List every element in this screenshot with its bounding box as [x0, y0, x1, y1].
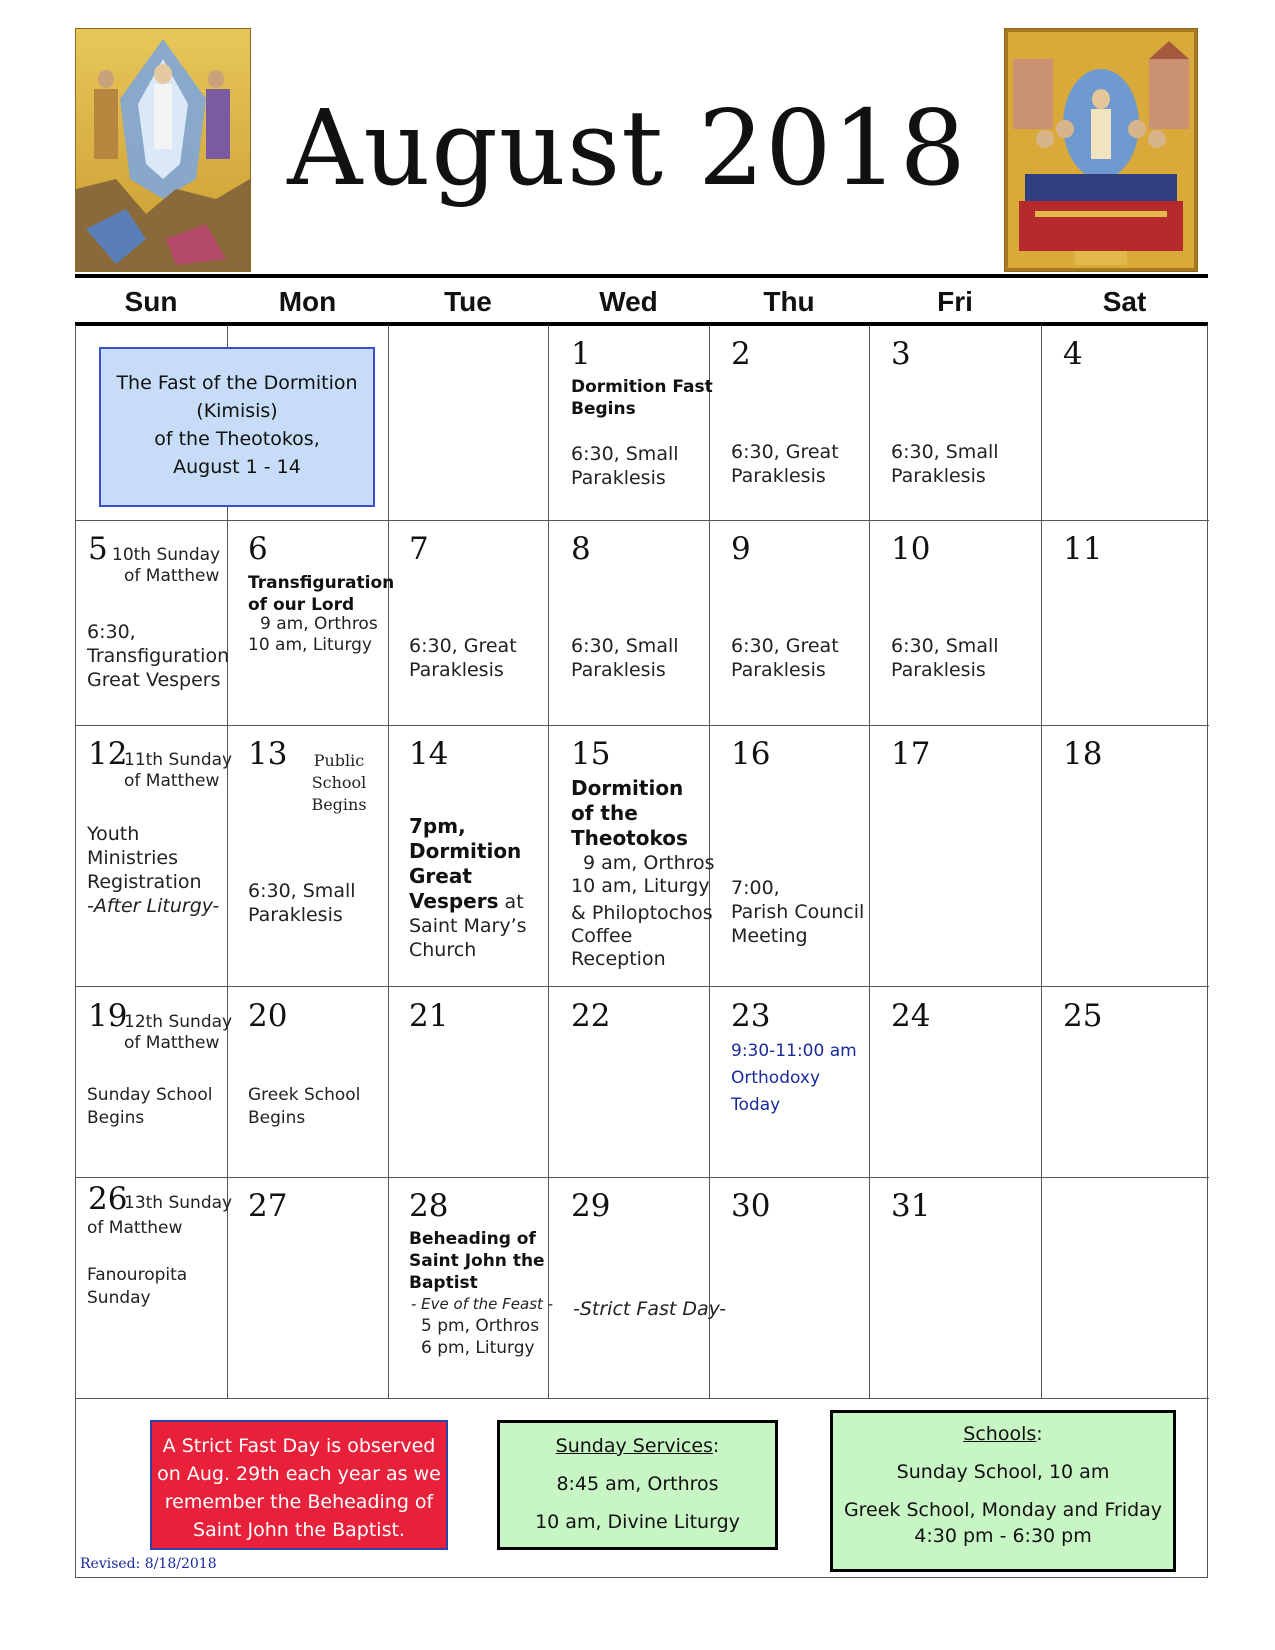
day-number-30: 30 [731, 1188, 771, 1224]
heading-colon: : [712, 1435, 720, 1457]
event-line: Reception [571, 948, 666, 970]
event-line: 6:30, Great [731, 441, 839, 463]
day-6-event [248, 614, 378, 656]
fast-note-line: August 1 - 14 [173, 456, 301, 478]
school-line: 4:30 pm - 6:30 pm [914, 1525, 1092, 1547]
day-13-note [286, 750, 392, 816]
day-number-7: 7 [409, 531, 429, 567]
page-title: August 2018 [287, 87, 967, 209]
day-number-11: 11 [1063, 531, 1103, 567]
event-line: 9 am, Orthros [583, 852, 715, 874]
schools-box [830, 1410, 1176, 1572]
day-number-31: 31 [891, 1188, 931, 1224]
sunday-services-heading: Sunday Services [555, 1435, 713, 1457]
day-15-event [571, 852, 715, 971]
weekday-tue: Tue [444, 286, 492, 317]
title-line: Begins [571, 399, 636, 419]
day-number-20: 20 [248, 998, 288, 1034]
fast-note-line: (Kimisis) [196, 400, 278, 422]
day-number-17: 17 [891, 736, 931, 772]
event-line: 9:30-11:00 am [731, 1041, 857, 1061]
sunday-line: of Matthew [87, 1218, 183, 1238]
day-number-13: 13 [248, 736, 288, 772]
day-5-sunday [112, 545, 220, 587]
service-line: 8:45 am, Orthros [556, 1473, 719, 1495]
title-line: Theotokos [571, 826, 688, 850]
event-line: at [498, 891, 524, 913]
note-line: A Strict Fast Day is observed [162, 1435, 436, 1457]
day-number-16: 16 [731, 736, 771, 772]
event-line: Paraklesis [731, 465, 826, 487]
day-15-title [571, 776, 688, 851]
event-line: 6:30, [87, 621, 136, 643]
school-line: Greek School, Monday and Friday [843, 1499, 1163, 1521]
event-line: 10 am, Liturgy [248, 635, 372, 655]
day-number-26: 26 [88, 1181, 128, 1217]
title-line: Dormition [571, 776, 684, 800]
day-number-10: 10 [891, 531, 931, 567]
day-1-event [571, 442, 679, 490]
day-6-title [248, 572, 394, 616]
day-number-28: 28 [409, 1188, 449, 1224]
event-line: Sunday [87, 1288, 151, 1308]
day-number-15: 15 [571, 736, 611, 772]
event-line: Meeting [731, 925, 808, 947]
day-8-event [571, 634, 679, 682]
event-line: Greek School [248, 1085, 361, 1105]
day-19-sunday [124, 1012, 232, 1054]
event-line: Paraklesis [248, 904, 343, 926]
day-number-3: 3 [891, 336, 911, 372]
event-line: Paraklesis [571, 659, 666, 681]
day-number-27: 27 [248, 1188, 288, 1224]
event-line: Dormition [409, 839, 522, 863]
event-line: 6:30, Small [891, 441, 999, 463]
day-number-6: 6 [248, 531, 268, 567]
day-1-title [571, 376, 713, 420]
transfiguration-icon [75, 28, 251, 272]
event-line: 9 am, Orthros [260, 614, 378, 634]
day-number-21: 21 [409, 998, 449, 1034]
day-26-event [87, 1264, 187, 1310]
note-line: remember the Beheading of [164, 1491, 434, 1513]
heading-colon: : [1036, 1423, 1043, 1445]
event-line: Ministries [87, 847, 179, 869]
day-7-event [409, 634, 517, 682]
fast-note-line: of the Theotokos, [154, 428, 320, 450]
event-line: Today [731, 1095, 781, 1115]
weekday-sat: Sat [1102, 286, 1147, 317]
event-line: 6:30, Great [731, 635, 839, 657]
day-5-event [87, 620, 229, 692]
day-13-event [248, 879, 356, 927]
dormition-icon [1004, 28, 1198, 272]
event-line: Church [409, 939, 477, 961]
event-line: 7:00, [731, 877, 780, 899]
event-line: Youth [87, 823, 140, 845]
day-29-note: -Strict Fast Day- [573, 1298, 727, 1320]
day-16-event [731, 876, 864, 948]
day-10-event [891, 634, 999, 682]
weekday-fri: Fri [937, 286, 973, 317]
event-line: Great Vespers [87, 669, 221, 691]
event-line: Fanouropita [87, 1265, 188, 1285]
title-rule [75, 274, 1208, 278]
day-number-4: 4 [1063, 336, 1083, 372]
day-number-18: 18 [1063, 736, 1103, 772]
grid-line [388, 325, 389, 1398]
event-line: -After Liturgy- [87, 895, 220, 917]
event-line: Begins [87, 1108, 145, 1128]
event-line: Coffee [571, 925, 633, 947]
event-line: Paraklesis [731, 659, 826, 681]
note-line: Begins [311, 795, 367, 814]
day-26-sunday-2 [87, 1218, 182, 1239]
event-line: Paraklesis [409, 659, 504, 681]
event-line: 6:30, Small [571, 443, 679, 465]
event-line: 6:30, Great [409, 635, 517, 657]
day-28-note: - Eve of the Feast - [411, 1295, 554, 1313]
dormition-fast-note [99, 347, 375, 507]
day-number-12: 12 [88, 736, 128, 772]
grid-line [76, 986, 1209, 987]
day-number-29: 29 [571, 1188, 611, 1224]
event-line: Paraklesis [891, 659, 986, 681]
sunday-line: of Matthew [124, 1033, 220, 1053]
schools-heading: Schools [963, 1423, 1037, 1445]
grid-line [1041, 325, 1042, 1398]
day-19-event [87, 1084, 212, 1130]
event-line: Transfiguration [87, 645, 230, 667]
strict-fast-note [150, 1420, 448, 1550]
title-line: Baptist [409, 1273, 478, 1293]
day-14-event [409, 814, 527, 962]
note-line: on Aug. 29th each year as we [157, 1463, 441, 1485]
day-number-24: 24 [891, 998, 931, 1034]
sunday-line: of Matthew [124, 566, 220, 586]
service-line: 10 am, Divine Liturgy [535, 1511, 740, 1533]
event-line: Paraklesis [571, 467, 666, 489]
note-line: Public School [311, 751, 367, 792]
day-number-19: 19 [88, 998, 128, 1034]
day-23-event [731, 1038, 857, 1119]
day-28-event [409, 1315, 539, 1359]
weekday-sun: Sun [124, 286, 178, 317]
event-line: 6 pm, Liturgy [421, 1338, 535, 1358]
weekday-header-row [75, 282, 1208, 322]
sunday-line: 12th Sunday [124, 1012, 233, 1032]
event-line: Parish Council [731, 901, 865, 923]
day-number-8: 8 [571, 531, 591, 567]
school-line: Sunday School, 10 am [896, 1461, 1110, 1483]
title-line: Beheading of [409, 1229, 536, 1249]
day-3-event [891, 440, 999, 488]
day-number-22: 22 [571, 998, 611, 1034]
sunday-line: 11th Sunday [124, 750, 233, 770]
day-20-event [248, 1084, 360, 1130]
day-number-14: 14 [409, 736, 449, 772]
grid-line [76, 725, 1209, 726]
weekday-mon: Mon [278, 286, 337, 317]
day-26-sunday [124, 1193, 232, 1214]
title-line: Saint John the [409, 1251, 545, 1271]
event-line: Begins [248, 1108, 306, 1128]
day-12-event [87, 822, 219, 918]
grid-line [869, 325, 870, 1398]
day-number-23: 23 [731, 998, 771, 1034]
note-line: Saint John the Baptist. [193, 1519, 405, 1541]
title-line: Transfiguration [248, 573, 395, 593]
event-line: & Philoptochos [571, 902, 713, 924]
event-line: Great [409, 864, 472, 888]
day-number-2: 2 [731, 336, 751, 372]
event-line: Sunday School [87, 1085, 213, 1105]
event-line: 5 pm, Orthros [421, 1316, 540, 1336]
event-line: 10 am, Liturgy [571, 875, 710, 897]
event-line: Registration [87, 871, 202, 893]
grid-line [76, 520, 1209, 521]
day-9-event [731, 634, 839, 682]
event-line: Paraklesis [891, 465, 986, 487]
sunday-services-box [497, 1420, 778, 1550]
sunday-line: of Matthew [124, 771, 220, 791]
event-line: 6:30, Small [571, 635, 679, 657]
event-line: Orthodoxy [731, 1068, 821, 1088]
day-number-9: 9 [731, 531, 751, 567]
event-line: Vespers [409, 889, 499, 913]
day-12-sunday [124, 750, 232, 792]
title-line: of our Lord [248, 595, 355, 615]
day-number-25: 25 [1063, 998, 1103, 1034]
event-line: 6:30, Small [248, 880, 356, 902]
sunday-line: 10th Sunday [112, 545, 221, 565]
grid-line [76, 1177, 1209, 1178]
day-28-title [409, 1228, 545, 1294]
revised-date: Revised: 8/18/2018 [80, 1556, 217, 1572]
grid-line [76, 1398, 1209, 1399]
weekday-thu: Thu [763, 286, 815, 317]
event-line: 6:30, Small [891, 635, 999, 657]
grid-line [548, 325, 549, 1398]
title-line: Dormition Fast [571, 377, 713, 397]
fast-note-line: The Fast of the Dormition [116, 372, 358, 394]
sunday-line: 13th Sunday [124, 1193, 233, 1213]
day-number-5: 5 [88, 531, 108, 567]
title-line: of the [571, 801, 638, 825]
event-line: Saint Mary’s [409, 915, 527, 937]
event-line: 7pm, [409, 814, 466, 838]
day-number-1: 1 [571, 336, 591, 372]
weekday-wed: Wed [599, 286, 658, 317]
day-2-event [731, 440, 839, 488]
